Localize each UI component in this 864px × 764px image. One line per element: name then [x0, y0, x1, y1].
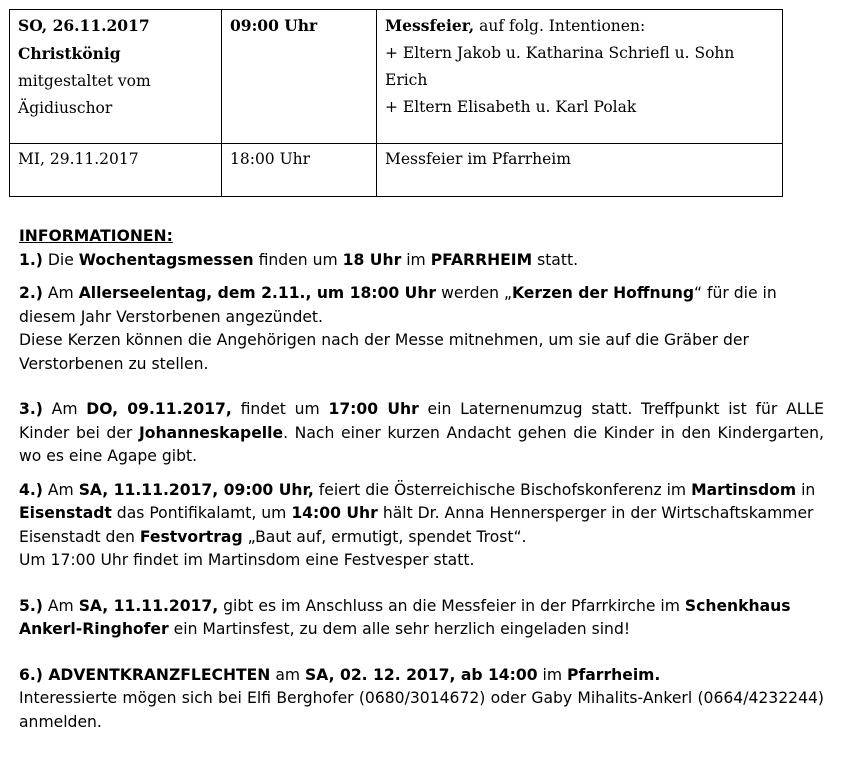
- information-section: [19, 225, 824, 734]
- event-title: Messfeier im Pfarrheim: [385, 150, 571, 168]
- table-row: [10, 10, 783, 144]
- time: 18:00 Uhr: [230, 150, 311, 168]
- date: MI, 29.11.2017: [18, 150, 139, 168]
- info-item-3: 3.) Am DO, 09.11.2017, findet um 17:00 Uhr ein Laternenumzug statt. Treffpunkt ist für ALLE Kinder bei der Johanneskapelle. Nach einer kurzen Andacht gehen die Kinder in den Kindergarten, wo es eine Agape gibt.: [19, 400, 824, 465]
- time: 09:00 Uhr: [230, 16, 318, 35]
- info-item-6: 6.) ADVENTKRANZFLECHTEN am SA, 02. 12. 2017, ab 14:00 im Pfarrheim.: [19, 665, 661, 684]
- table-row: [10, 144, 783, 197]
- schedule-table: [9, 9, 783, 197]
- info-item-2: 2.) Am Allerseelentag, dem 2.11., um 18:00 Uhr werden „Kerzen der Hoffnung“ für die in diesem Jahr Verstorbenen angezündet.: [19, 284, 777, 326]
- event-cell: [377, 10, 783, 144]
- note: mitgestaltet vom: [18, 72, 151, 90]
- section-heading: INFORMATIONEN:: [19, 227, 173, 245]
- choir: Ägidiuschor: [18, 99, 113, 117]
- intention: + Eltern Jakob u. Katharina Schriefl u. Sohn: [385, 44, 735, 62]
- info-item-4-detail: Um 17:00 Uhr findet im Martinsdom eine Festvesper statt.: [19, 551, 475, 569]
- info-item-2-detail: Diese Kerzen können die Angehörigen nach der Messe mitnehmen, um sie auf die Gräber der Verstorbenen zu stellen.: [19, 331, 749, 373]
- time-cell: [222, 144, 377, 197]
- info-item-5: 5.) Am SA, 11.11.2017, gibt es im Anschluss an die Messfeier in der Pfarrkirche im Schenkhaus Ankerl-Ringhofer ein Martinsfest, zu dem alle sehr herzlich eingeladen sind!: [19, 596, 791, 638]
- intention-cont: Erich: [385, 71, 428, 89]
- feast-name: Christkönig: [18, 44, 121, 63]
- info-item-4: 4.) Am SA, 11.11.2017, 09:00 Uhr, feiert die Österreichische Bischofskonferenz im Martinsdom in Eisenstadt das Pontifikalamt, um 14:00 Uhr hält Dr. Anna Hennersperger in der Wirtschaftskammer Eisenstadt den Festvortrag „Baut auf, ermutigt, spendet Trost“.: [19, 480, 816, 546]
- date-cell: [10, 10, 222, 144]
- date-cell: [10, 144, 222, 197]
- event-title: Messfeier, auf folg. Intentionen:: [385, 16, 646, 35]
- event-cell: [377, 144, 783, 197]
- date: SO, 26.11.2017: [18, 16, 150, 35]
- info-item-1: 1.) Die Wochentagsmessen finden um 18 Uhr im PFARRHEIM statt.: [19, 250, 579, 269]
- info-item-6-detail: Interessierte mögen sich bei Elfi Berghofer (0680/3014672) oder Gaby Mihalits-Ankerl (0664/4232244) anmelden.: [19, 689, 824, 731]
- time-cell: [222, 10, 377, 144]
- intention: + Eltern Elisabeth u. Karl Polak: [385, 98, 637, 116]
